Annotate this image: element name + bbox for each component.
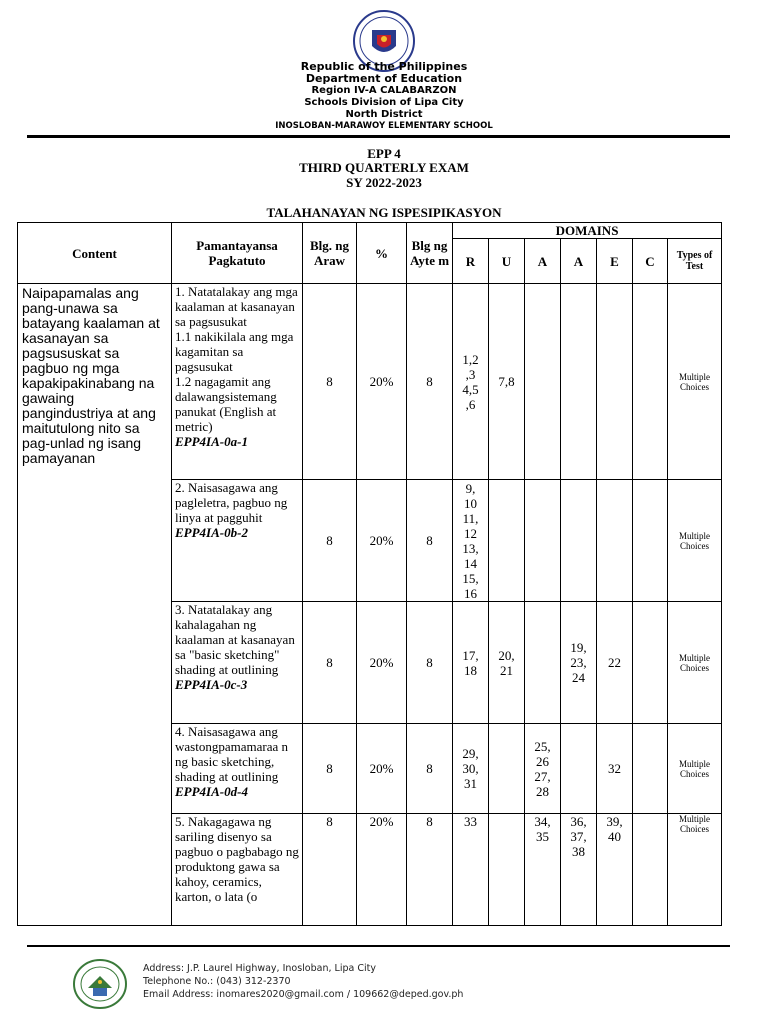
percent-cell: 20% <box>357 814 407 926</box>
domain-a2-cell <box>561 724 597 814</box>
domain-r-cell: 17, 18 <box>453 602 489 724</box>
domain-a1: A <box>525 239 561 284</box>
domain-u-cell <box>489 480 525 602</box>
domain-c-cell <box>633 480 668 602</box>
domain-r-cell: 29, 30, 31 <box>453 724 489 814</box>
school-logo-icon <box>72 958 128 1010</box>
days-cell: 8 <box>303 602 357 724</box>
header-divider <box>27 135 730 138</box>
types-cell: Multiple Choices <box>668 814 722 926</box>
table-title: TALAHANAYAN NG ISPESIPIKASYON <box>266 205 502 220</box>
domain-r-cell: 33 <box>453 814 489 926</box>
domain-u-cell <box>489 724 525 814</box>
items-cell: 8 <box>407 602 453 724</box>
domain-a2-cell: 19, 23, 24 <box>561 602 597 724</box>
footer-info <box>143 962 463 1001</box>
header-school: INOSLOBAN-MARAWOY ELEMENTARY SCHOOL <box>275 121 493 131</box>
domain-u-cell <box>489 814 525 926</box>
competency-cell <box>172 480 303 602</box>
competency-code: EPP4IA-0b-2 <box>175 525 248 540</box>
percent-cell: 20% <box>357 724 407 814</box>
domain-c-cell <box>633 814 668 926</box>
domain-r: R <box>453 239 489 284</box>
domain-a1-cell <box>525 284 561 480</box>
domain-a1-cell <box>525 602 561 724</box>
header-division: Schools Division of Lipa City <box>304 97 464 108</box>
domain-a1-cell: 34, 35 <box>525 814 561 926</box>
domain-e-cell <box>597 480 633 602</box>
domain-r-cell: 9, 10 11, 12 13, 14 15, 16 <box>453 480 489 602</box>
days-cell: 8 <box>303 480 357 602</box>
domain-c-cell <box>633 724 668 814</box>
domain-e-cell: 39, 40 <box>597 814 633 926</box>
footer-email: Email Address: inomares2020@gmail.com / 109662@deped.gov.ph <box>143 989 464 1000</box>
percent-cell: 20% <box>357 284 407 480</box>
domain-e-cell: 22 <box>597 602 633 724</box>
domain-c-cell <box>633 602 668 724</box>
days-cell: 8 <box>303 814 357 926</box>
header-content: Content <box>18 223 172 284</box>
domain-c: C <box>633 239 668 284</box>
header-days: Blg. ng Araw <box>303 223 357 284</box>
types-cell: Multiple Choices <box>668 480 722 602</box>
competency-text: 5. Nakagagawa ng sariling disenyo sa pagbuo o pagbabago ng produktong gawa sa kahoy, ceramics, karton, o lata (o <box>175 814 299 904</box>
competency-text: 2. Naisasagawa ang pagleletra, pagbuo ng linya at pagguhit <box>175 480 288 525</box>
competency-code: EPP4IA-0a-1 <box>175 434 248 449</box>
days-cell: 8 <box>303 724 357 814</box>
domain-a1-cell <box>525 480 561 602</box>
exam-subject: EPP 4 <box>367 146 401 161</box>
exam-title: THIRD QUARTERLY EXAM <box>299 160 469 175</box>
items-cell: 8 <box>407 284 453 480</box>
percent-cell: 20% <box>357 480 407 602</box>
domain-a2: A <box>561 239 597 284</box>
competency-code: EPP4IA-0c-3 <box>175 677 248 692</box>
content-cell: Naipapamalas ang pang-unawa sa batayang kaalaman at kasanayan sa pagsususkat sa pagbuo ng mga kapakipakinabang na gawaing pangindustriya at ang maitutulong nito sa pag-unlad ng isang pamayanan <box>18 284 172 926</box>
domain-a1-cell: 25, 26 27, 28 <box>525 724 561 814</box>
header-region: Region IV-A CALABARZON <box>311 85 457 96</box>
domain-e-cell: 32 <box>597 724 633 814</box>
domain-u-cell: 7,8 <box>489 284 525 480</box>
competency-cell <box>172 724 303 814</box>
competency-cell <box>172 284 303 480</box>
domain-a2-cell <box>561 480 597 602</box>
header-republic: Republic of the Philippines <box>300 60 468 73</box>
competency-text: 4. Naisasagawa ang wastongpamamaraa n ng basic sketching, shading at outlining <box>175 724 288 784</box>
days-cell: 8 <box>303 284 357 480</box>
domain-e-cell <box>597 284 633 480</box>
competency-cell <box>172 814 303 926</box>
header-percent: % <box>357 223 407 284</box>
header-district: North District <box>345 109 423 120</box>
domain-a2-cell <box>561 284 597 480</box>
footer-divider <box>27 945 730 947</box>
types-cell: Multiple Choices <box>668 602 722 724</box>
competency-code: EPP4IA-0d-4 <box>175 784 248 799</box>
items-cell: 8 <box>407 814 453 926</box>
header-department: Department of Education <box>305 72 463 85</box>
exam-sy: SY 2022-2023 <box>346 175 422 190</box>
domain-a2-cell: 36, 37, 38 <box>561 814 597 926</box>
header-domains: DOMAINS <box>453 223 722 239</box>
domain-c-cell <box>633 284 668 480</box>
percent-cell: 20% <box>357 602 407 724</box>
header-types: Types of Test <box>668 239 722 284</box>
competency-text: 3. Natatalakay ang kahalagahan ng kaalaman at kasanayan sa "basic sketching" shading at outlining <box>175 602 295 677</box>
competency-cell <box>172 602 303 724</box>
items-cell: 8 <box>407 724 453 814</box>
header-competency: Pamantayansa Pagkatuto <box>172 223 303 284</box>
types-cell: Multiple Choices <box>668 284 722 480</box>
header-items: Blg ng Ayte m <box>407 223 453 284</box>
footer-address: Address: J.P. Laurel Highway, Inosloban, Lipa City <box>143 963 376 974</box>
spec-table <box>17 222 722 926</box>
items-cell: 8 <box>407 480 453 602</box>
domain-e: E <box>597 239 633 284</box>
domain-r-cell: 1,2 ,3 4,5 ,6 <box>453 284 489 480</box>
domain-u: U <box>489 239 525 284</box>
domain-u-cell: 20, 21 <box>489 602 525 724</box>
competency-text: 1. Natatalakay ang mga kaalaman at kasanayan sa pagsusukat 1.1 nakikilala ang mga kagamitan sa pagsusukat 1.2 nagagamit ang dalawangsistemang panukat (English at metric) <box>175 284 298 434</box>
footer-telephone: Telephone No.: (043) 312-2370 <box>143 976 291 987</box>
types-cell: Multiple Choices <box>668 724 722 814</box>
